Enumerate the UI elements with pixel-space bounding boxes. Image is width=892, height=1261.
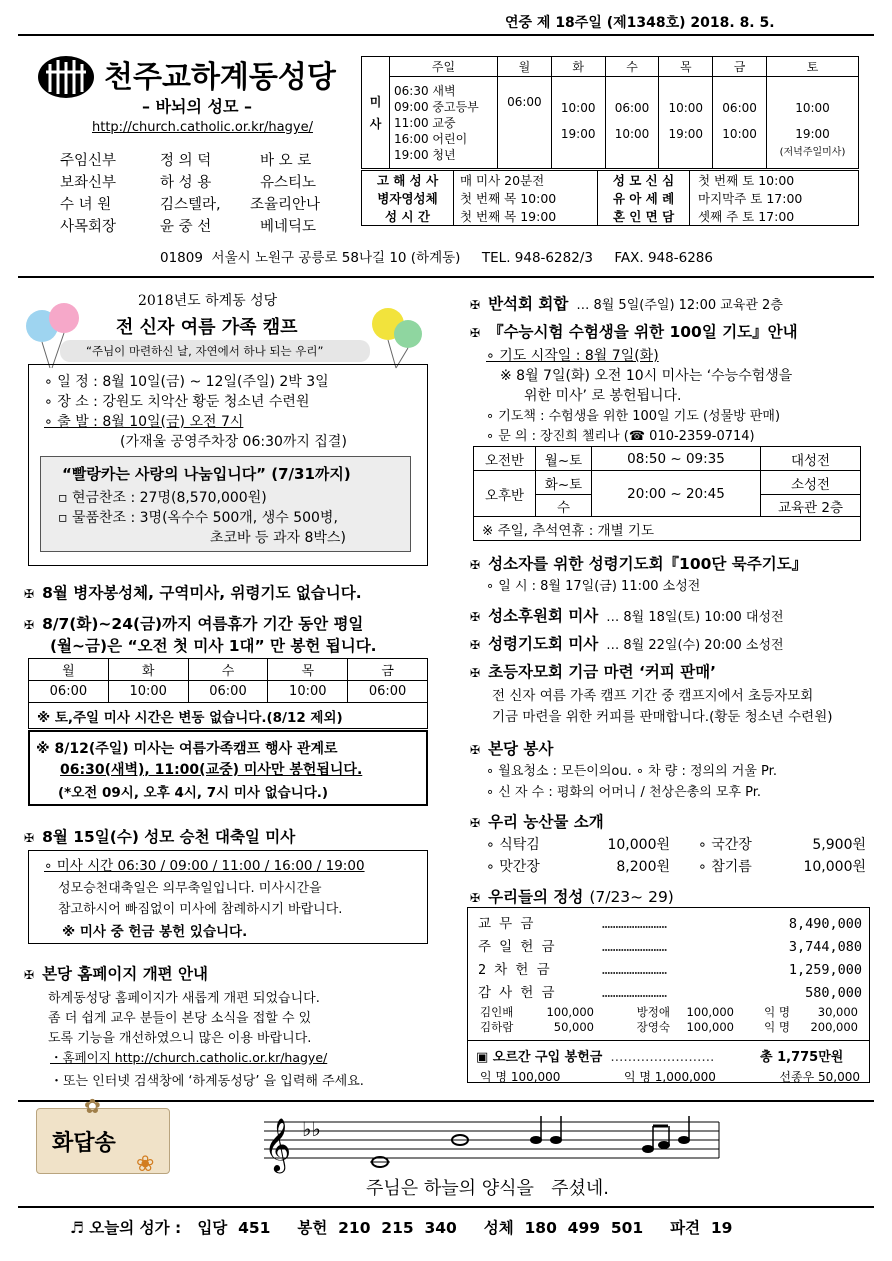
notice-no-visits: ✠ 8월 병자봉성체, 구역미사, 위령기도 없습니다. [24,584,362,602]
prayer-contact: ∘ 문 의 : 장진희 첼리나 (☎ 010-2359-0714) [486,429,755,444]
coffee-title: ✠ 초등자모회 기금 마련 ‘커피 판매’ [470,663,717,681]
svg-text:♭♭: ♭♭ [302,1117,321,1141]
church-logo [38,56,94,98]
prayer-schedule-table: 오전반 월~토 08:50 ~ 09:35 대성전 오후반 화~토 20:00 ~ 20:45 소성전 수 교육관 2층 ※ 주일, 추석연휴 : 개별 기도 [473,446,861,541]
farm-products: ∘ 식탁김 10,000원 ∘ 국간장 5,900원 ∘ 맛간장 8,200원 ∘ 참기름 10,000원 [486,837,866,875]
flower-icon: ❀ [136,1152,155,1177]
vacation-title: ✠ 8/7(화)~24(금)까지 여름휴가 기간 동안 평일 [24,615,364,633]
bow-icon: ✿ [84,1094,101,1118]
homepage-link[interactable]: ・홈페이지 http://church.catholic.or.kr/hagye/ [50,1050,328,1065]
vocation-mass: ✠ 성소후원회 미사 … 8월 18일(토) 10:00 대성전 [470,607,784,625]
camp-place: ∘ 장 소 : 강원도 치악산 황둔 청소년 수련원 [44,394,310,410]
prayer-note-1: ※ 8월 7일(화) 오전 10시 미사는 ‘수능수험생을 [500,368,793,384]
assumption-text-1: 성모승천대축일은 의무축일입니다. 미사시간을 [58,881,322,896]
vacation-title-2: (월~금)은 “오전 첫 미사 1대” 만 봉헌 됩니다. [50,637,377,655]
homepage-title: ✠ 본당 홈페이지 개편 안내 [24,965,208,983]
church-address: 01809 서울시 노원구 공릉로 58나길 10 (하계동) TEL. 948-6282/3 FAX. 948-6286 [160,250,713,266]
camp-departure: ∘ 출 발 : 8월 10일(금) 오전 7시 [44,414,244,430]
staff-list: 주임신부 정 의 덕 바 오 로 보좌신부 하 성 용 유스티노 수 녀 원 김스텔라, 조율리안나 사목회장 윤 중 선 베네딕도 [60,153,321,235]
assumption-title: ✠ 8월 15일(수) 성모 승천 대축일 미사 [24,828,296,846]
donation-goods-2: 초코바 등 과자 8박스) [210,530,346,546]
church-name: 천주교하계동성당 [104,60,336,95]
special-mass-line-1: ※ 8/12(주일) 미사는 여름가족캠프 행사 관계로 [36,741,338,757]
assumption-offering: ※ 미사 중 헌금 봉헌 있습니다. [62,924,248,940]
offering-title: ✠ 우리들의 정성 (7/23~ 29) [470,888,674,906]
sacrament-table: 고 해 성 사 매 미사 20분전 성 모 신 심 첫 번째 토 10:00 병자영성체 첫 번째 목 10:00 유 아 세 례 마지막주 토 17:00 성 시 간 첫 번째 목 19:00 혼 인 면 담 셋째 주 토 17:00 [361,170,859,226]
service-title: ✠ 본당 봉사 [470,740,554,758]
svg-text:𝄞: 𝄞 [264,1117,292,1171]
camp-title: 전 신자 여름 가족 캠프 [116,317,298,338]
response-label: 화답송 [52,1130,116,1156]
coffee-text-2: 기금 마련을 위한 커피를 판매합니다.(황둔 청소년 수련원) [492,709,833,725]
spirit-mass: ✠ 성령기도회 미사 … 8월 22일(수) 20:00 소성전 [470,635,784,653]
special-mass-line-2: 06:30(새벽), 11:00(교중) 미사만 봉헌됩니다. [60,762,363,778]
rosary-time: ∘ 일 시 : 8월 17일(금) 11:00 소성전 [486,579,701,594]
rosary-title: ✠ 성소자를 위한 성령기도회『100단 묵주기도』 [470,555,808,573]
balloons-left [24,300,84,374]
assumption-text-2: 참고하시어 빠짐없이 미사에 참례하시기 바랍니다. [58,902,343,917]
service-line-1: ∘ 월요청소 : 모든이의ou. ∘ 차 량 : 정의의 거울 Pr. [486,764,777,779]
homepage-text-3: 도록 기능을 개선하였으니 많은 이용 바랍니다. [48,1031,312,1046]
special-mass-line-3: (*오전 09시, 오후 4시, 7시 미사 없습니다.) [58,785,329,801]
camp-slogan: “주님이 마련하신 날, 자연에서 하나 되는 우리” [86,344,324,358]
camp-top-label: 2018년도 하계동 성당 [138,293,278,309]
donor-list: 김인배 100,000 방정애 100,000 익 명 30,000 김하람 50,000 장영숙 100,000 익 명 200,000 [480,1005,858,1034]
meeting-title: ✠ 반석회 회합 … 8월 5일(주일) 12:00 교육관 2층 [470,295,783,313]
organ-fund: ▣ 오르간 구입 봉헌금 …………………… [476,1050,715,1065]
todays-hymns: ♬ 오늘의 성가 : 입당 451 봉헌 210 215 340 성체 180 499 501 파견 19 [70,1219,733,1237]
prayer-book: ∘ 기도책 : 수험생을 위한 100일 기도 (성물방 판매) [486,409,781,424]
church-subtitle: – 바뇌의 성모 – [142,97,252,116]
homepage-text-1: 하계동성당 홈페이지가 새롭게 개편 되었습니다. [48,991,320,1006]
organ-fund-total: 총 1,775만원 [760,1050,844,1065]
issue-info: 연중 제 18주일 (제1348호) 2018. 8. 5. [505,15,775,31]
camp-gather: (가재울 공영주차장 06:30까지 집결) [120,434,347,450]
prayer-title: ✠ 『수능시험 수험생을 위한 100일 기도』안내 [470,323,798,341]
donation-cash: ▫ 현금찬조 : 27명(8,570,000원) [58,490,267,506]
coffee-text-1: 전 신자 여름 가족 캠프 기간 중 캠프지에서 초등자모회 [492,688,814,704]
organ-donors: 익 명 100,000 익 명 1,000,000 선종우 50,000 [480,1070,860,1084]
vacation-table: 월 화 수 목 금 06:00 10:00 06:00 10:00 06:00 ※ 토,주일 미사 시간은 변동 없습니다.(8/12 제외) [28,658,428,729]
prayer-note-2: 위한 미사’ 로 봉헌됩니다. [524,388,682,404]
farm-title: ✠ 우리 농산물 소개 [470,813,604,831]
music-staff [264,1114,724,1178]
response-lyric: 주님은 하늘의 양식을 주셨네. [366,1178,609,1199]
cross-logo-icon [38,56,94,98]
donation-goods: ▫ 물품찬조 : 3명(옥수수 500개, 생수 500병, [58,510,338,526]
donation-title: “빨랑카는 사랑의 나눔입니다” (7/31까지) [62,465,351,483]
prayer-start: ∘ 기도 시작일 : 8월 7일(화) [486,348,659,364]
church-url-link[interactable]: http://church.catholic.or.kr/hagye/ [92,120,313,135]
homepage-text-2: 좀 더 쉽게 교우 분들이 본당 소식을 접할 수 있 [48,1011,312,1026]
homepage-search-hint: ・또는 인터넷 검색창에 ‘하계동성당’ 을 입력해 주세요. [50,1074,364,1089]
service-line-2: ∘ 신 자 수 : 평화의 어머니 / 천상은총의 모후 Pr. [486,785,762,800]
assumption-times: ∘ 미사 시간 06:30 / 09:00 / 11:00 / 16:00 / 19:00 [44,858,365,874]
balloons-right [366,300,426,374]
offering-list: 교 무 금 …………………… 8,490,000 주 일 헌 금 …………………… 3,744,080 2 차 헌 금 …………………… 1,259,000 감 사 헌 금 …………………… 580,000 [478,916,862,1001]
mass-schedule-table: 미 사 주일 월 화 수 목 금 토 06:30 새벽 09:00 중고등부 11:00 교중 16:00 어린이 19:00 청년 06:00 10:00 19:00 06:00 10:00 10:00 19:00 06:00 10:00 10:00 19:00 (저녁주일미사) [361,56,859,169]
camp-date: ∘ 일 정 : 8월 10일(금) ~ 12일(주일) 2박 3일 [44,374,329,390]
